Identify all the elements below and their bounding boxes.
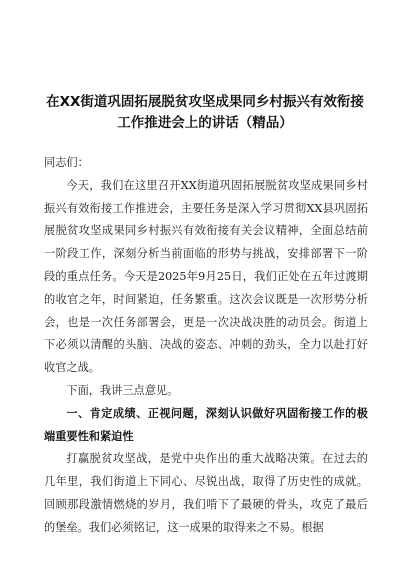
section-heading: 一、肯定成绩、正视问题，深刻认识做好巩固衔接工作的极端重要性和紧迫性 <box>44 406 368 443</box>
section-paragraph: 打赢脱贫攻坚战，是党中央作出的重大战略决策。在过去的几年里，我们街道上下同心、尽锐出战，取得了历史性的成就。回顾那段激情燃烧的岁月，我们啃下了最硬的骨头，攻克了最后的堡垒。我们必须铭记，这一成果的取得来之不易。根据 <box>44 452 368 534</box>
document-body <box>44 152 368 540</box>
document-title-line-1: 在XX街道巩固拓展脱贫攻坚成果同乡村振兴有效衔接 <box>46 94 364 110</box>
transition-paragraph: 下面，我讲三点意见。 <box>66 383 179 397</box>
document-title <box>40 92 370 134</box>
document-title-line-2: 工作推进会上的讲话（精品） <box>117 115 293 131</box>
opening-paragraph: 今天，我们在这里召开XX街道巩固拓展脱贫攻坚成果同乡村振兴有效衔接工作推进会，主要任务是深入学习贯彻XX县巩固拓展脱贫攻坚成果同乡村振兴有效衔接有关会议精神，全面总结前一阶段工作，深刻分析当前面临的形势与挑战，安排部署下一阶段的重点任务。今天是2025年9月25日，我们正处在五年过渡期的收官之年，时间紧迫，任务繁重。这次会议既是一次形势分析会，也是一次任务部署会，更是一次决战决胜的动员会。街道上下必须以清醒的头脑、决战的姿态、冲刺的劲头，全力以赴打好收官之战。 <box>44 178 368 375</box>
salutation: 同志们： <box>44 156 89 169</box>
